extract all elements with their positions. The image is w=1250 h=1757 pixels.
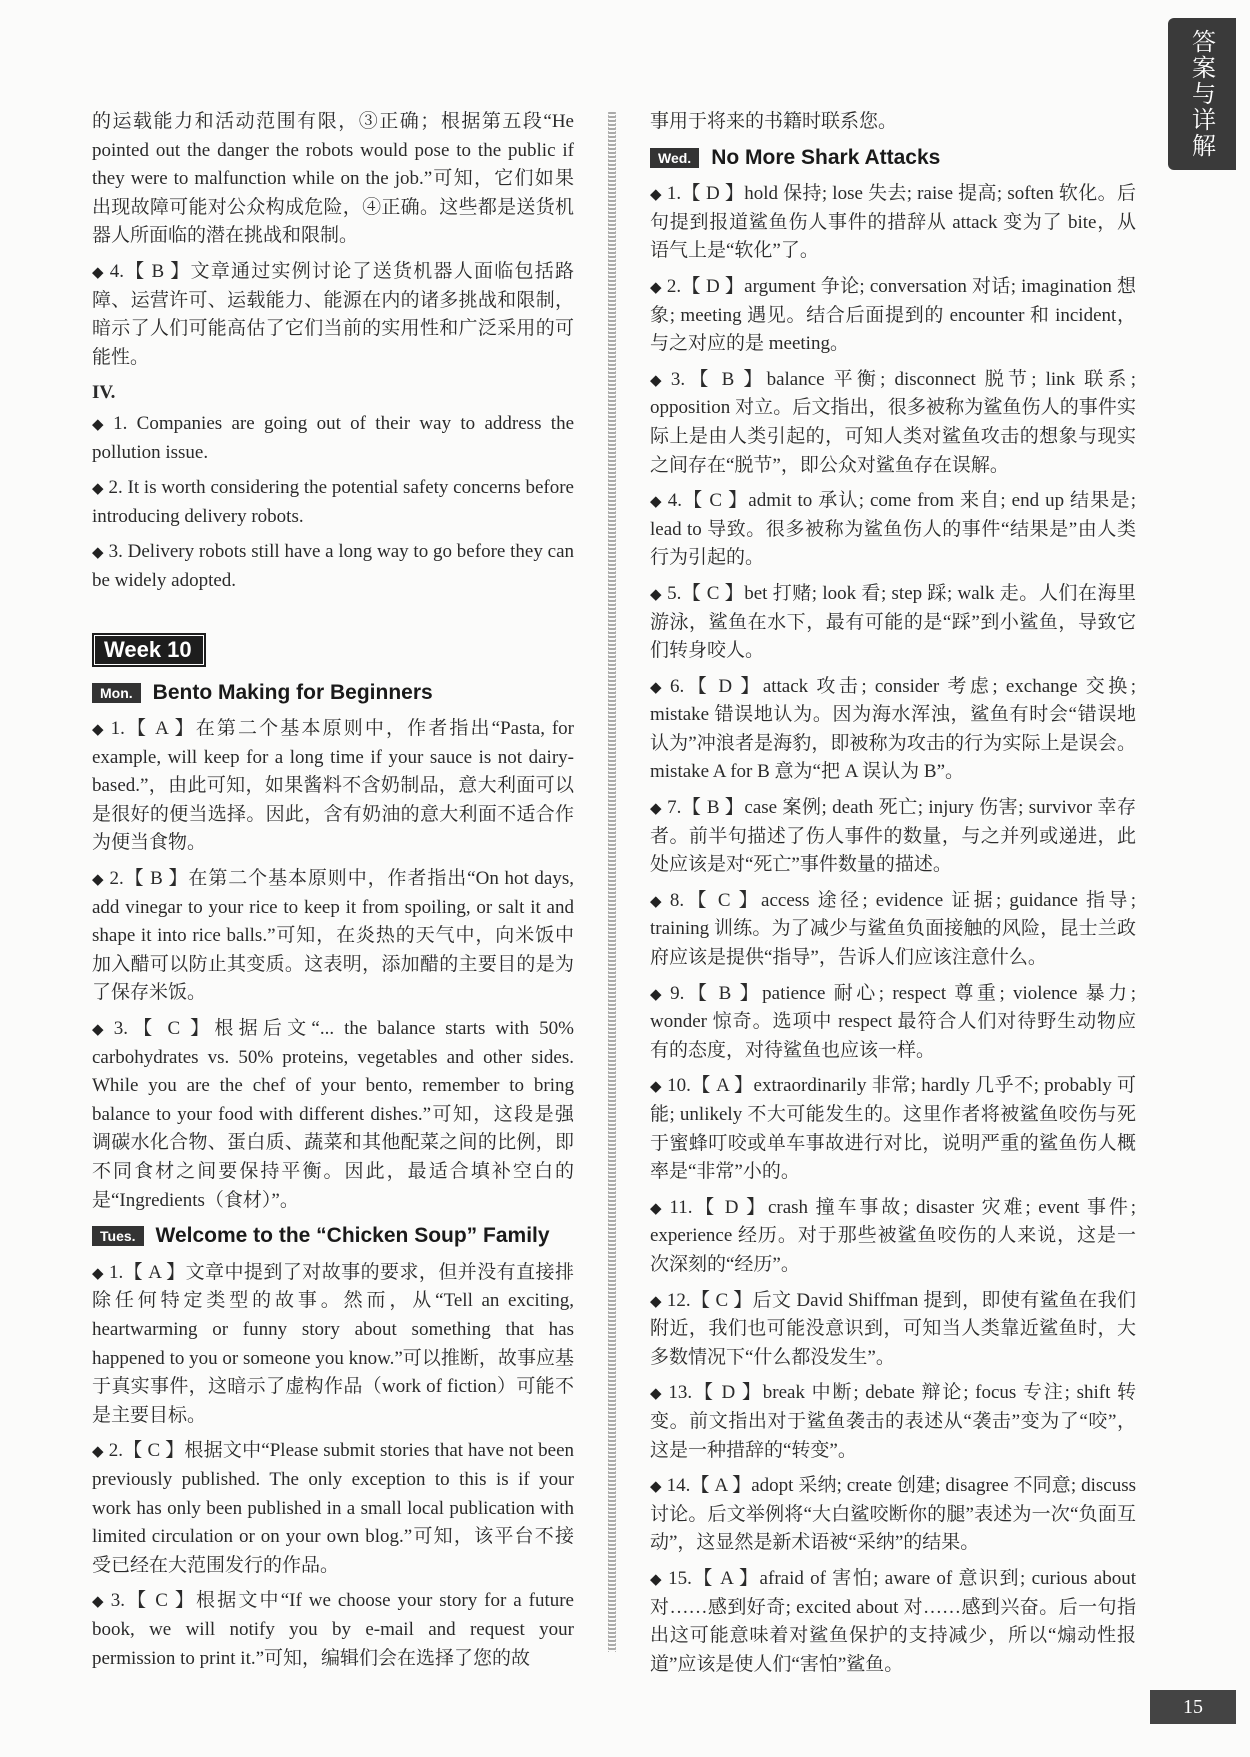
answer-text: 3.【 B 】balance 平衡; disconnect 脱节; link 联系; opposition 对立。后文指出，很多被称为鲨鱼伤人的事件实际上是由人类引起的，可知人类对鲨鱼攻击的想象与现实之间存在“脱节”，即公众对鲨鱼存在误解。: [650, 368, 1136, 476]
answer-text: 2.【 B 】在第二个基本原则中，作者指出“On hot days, add vinegar to your rice to keep it from spoiling, or salt it and shape it into rice balls.”可知，在炎热的天气中，向米饭中加入醋可以防止其变质。这表明，添加醋的主要目的是为了保存米饭。: [92, 868, 574, 1004]
day-header: [92, 679, 574, 708]
answer-item: [92, 715, 574, 858]
answer-text: 3. Delivery robots still have a long way to go before they can be widely adopted.: [92, 541, 574, 591]
answer-text: 2.【 C 】根据文中“Please submit stories that have not been previously published. The only exception to this is if your work has only been published in a small local publication with limited circulation or on your own blog.”可知，该平台不接受已经在大范围发行的作品。: [92, 1440, 575, 1576]
bullet-diamond-icon: ◆: [92, 1263, 104, 1282]
page-number: 15: [1150, 1690, 1236, 1724]
answer-text: 14.【 A 】adopt 采纳; create 创建; disagree 不同意; discuss 讨论。后文举例将“大白鲨咬断你的腿”表述为一次“负面互动”，这显然是新术语被“采纳”的结果。: [650, 1475, 1136, 1554]
answer-item: [650, 980, 1136, 1066]
answer-text: 15.【 A 】afraid of 害怕; aware of 意识到; curious about 对……感到好奇; excited about 对……感到兴奋。后一句指出这可能意味着对鲨鱼保护的支持减少，所以“煽动性报道”应该是使人们“害怕”鲨鱼。: [650, 1567, 1136, 1675]
answer-item: [650, 1072, 1136, 1186]
answer-item: [650, 1194, 1136, 1280]
bullet-diamond-icon: ◆: [92, 543, 104, 562]
answer-item: [650, 487, 1136, 573]
answer-item: [650, 794, 1136, 880]
bullet-diamond-icon: ◆: [92, 414, 109, 433]
answer-item: [650, 1379, 1136, 1465]
answer-item: [650, 673, 1136, 787]
answer-text: 1.【 A 】文章中提到了对故事的要求，但并没有直接排除任何特定类型的故事。然而，从“Tell an exciting, heartwarming or funny story about something that has happened to you or someone you know.”可以推断，故事应基于真实事件，这暗示了虚构作品（work of fiction）可能不是主要目标。: [92, 1261, 574, 1426]
section-tab: 答案与详解: [1168, 18, 1236, 170]
answer-item: [650, 1287, 1136, 1373]
answer-item: [92, 1587, 574, 1673]
answer-text: 8.【 C 】access 途径; evidence 证据; guidance 指导; training 训练。为了减少与鲨鱼负面接触的风险，昆士兰政府应该是提供“指导”，告诉人们应该注意什么。: [650, 889, 1136, 969]
bullet-diamond-icon: ◆: [92, 720, 106, 739]
bullet-diamond-icon: ◆: [92, 1020, 109, 1039]
answer-text: 3.【 C 】根据后文“... the balance starts with 50% carbohydrates vs. 50% proteins, vegetables and other sides. While you are the chef of your bento, remember to bring balance to your food with different dishes.”可知，这段是强调碳水化合物、蛋白质、蔬菜和其他配菜之间的比例，即不同食材之间要保持平衡。因此，最适合填补空白的是“Ingredients（食材）”。: [92, 1018, 574, 1211]
day-header: [650, 144, 1136, 173]
week-header: [92, 603, 574, 675]
day-tag: Mon.: [92, 683, 141, 703]
answer-text: 7.【 B 】case 案例; death 死亡; injury 伤害; survivor 幸存者。前半句描述了伤人事件的数量，与之并列或递进，此处应该是对“死亡”事件数量的描述。: [650, 797, 1136, 876]
day-tag: Tues.: [92, 1226, 144, 1246]
day-header: [92, 1222, 574, 1251]
answer-item: [650, 273, 1136, 359]
bullet-diamond-icon: ◆: [650, 891, 665, 910]
paragraph: 事用于将来的书籍时联系您。: [650, 111, 898, 132]
left-column: [92, 108, 574, 1680]
day-tag: Wed.: [650, 148, 699, 168]
answer-text: 1.【 A 】在第二个基本原则中，作者指出“Pasta, for example, will keep for a long time if your sauce is not dairy-based.”，由此可知，如果酱料不含奶制品，意大利面可以是很好的便当选择。因此，含有奶油的意大利面不适合作为便当食物。: [92, 718, 574, 854]
bullet-diamond-icon: ◆: [92, 870, 105, 889]
answer-text: 4.【 C 】admit to 承认; come from 来自; end up 结果是; lead to 导致。很多被称为鲨鱼伤人的事件“结果是”由人类行为引起的。: [650, 490, 1136, 569]
bullet-diamond-icon: ◆: [650, 370, 666, 389]
week-badge: Week 10: [92, 633, 206, 667]
answer-text: 1.【 D 】hold 保持; lose 失去; raise 提高; soften 软化。后句提到报道鲨鱼伤人事件的措辞从 attack 变为了 bite，从语气上是“软化”了。: [650, 183, 1136, 262]
article-title: No More Shark Attacks: [711, 145, 941, 169]
answer-item: [650, 1472, 1136, 1558]
article-title: Welcome to the “Chicken Soup” Family: [155, 1224, 550, 1248]
answer-text: 11.【 D 】crash 撞车事故; disaster 灾难; event 事件; experience 经历。对于那些被鲨鱼咬伤的人来说，这是一次深刻的“经历”。: [650, 1196, 1136, 1275]
bullet-diamond-icon: ◆: [650, 492, 663, 511]
bullet-diamond-icon: ◆: [92, 1592, 106, 1611]
answer-text: 5.【 C 】bet 打赌; look 看; step 踩; walk 走。人们在海里游泳，鲨鱼在水下，最有可能的是“踩”到小鲨鱼，导致它们转身咬人。: [650, 582, 1136, 662]
answer-item: [92, 1259, 574, 1431]
answer-text: 1. Companies are going out of their way to address the pollution issue.: [92, 412, 574, 463]
answer-text: 13.【 D 】break 中断; debate 辩论; focus 专注; shift 转变。前文指出对于鲨鱼袭击的表述从“袭击”变为了“咬”，这是一种措辞的“转变”。: [650, 1382, 1136, 1461]
answer-text: 9.【 B 】patience 耐心; respect 尊重; violence 暴力; wonder 惊奇。选项中 respect 最符合人们对待野生动物应有的态度，对待鲨鱼也应该一样。: [650, 982, 1136, 1061]
answer-item: [92, 1015, 574, 1215]
bullet-diamond-icon: ◆: [650, 1077, 663, 1096]
answer-item: [650, 366, 1136, 480]
right-column: [650, 108, 1136, 1686]
bullet-diamond-icon: ◆: [650, 1198, 665, 1217]
bullet-diamond-icon: ◆: [650, 1477, 662, 1496]
answer-text: 2.【 D 】argument 争论; conversation 对话; imagination 想象; meeting 遇见。结合后面提到的 encounter 和 incident，与之对应的是 meeting。: [650, 275, 1136, 355]
answer-item: [92, 865, 574, 1008]
bullet-diamond-icon: ◆: [650, 277, 662, 296]
answer-item: [92, 538, 574, 595]
article-title: Bento Making for Beginners: [152, 680, 433, 704]
answer-text: 6.【 D 】attack 攻击; consider 考虑; exchange 交换; mistake 错误地认为。因为海水浑浊，鲨鱼有时会“错误地认为”冲浪者是海豹，即被称为攻击的行为实际上是误会。mistake A for B 意为“把 A 误认为 B”。: [650, 675, 1136, 783]
answer-text: 12.【 C 】后文 David Shiffman 提到，即使有鲨鱼在我们附近，我们也可能没意识到，可知当人类靠近鲨鱼时，大多数情况下“什么都没发生”。: [650, 1289, 1136, 1368]
bullet-diamond-icon: ◆: [650, 185, 662, 204]
answer-item: [92, 258, 574, 372]
bullet-diamond-icon: ◆: [92, 1442, 104, 1461]
answer-item: [92, 1437, 574, 1580]
bullet-diamond-icon: ◆: [650, 677, 666, 696]
column-divider: [608, 112, 616, 1652]
section-heading: IV.: [92, 382, 116, 404]
bullet-diamond-icon: ◆: [92, 479, 104, 498]
bullet-diamond-icon: ◆: [650, 1291, 662, 1310]
bullet-diamond-icon: ◆: [650, 1569, 664, 1588]
answer-text: 10.【 A 】extraordinarily 非常; hardly 几乎不; probably 可能; unlikely 不大可能发生的。这里作者将被鲨鱼咬伤与死于蜜蜂叮咬或单车事故进行对比，说明严重的鲨鱼伤人概率是“非常”小的。: [650, 1075, 1136, 1183]
answer-item: [92, 474, 574, 531]
bullet-diamond-icon: ◆: [92, 262, 105, 281]
answer-item: [650, 1565, 1136, 1679]
answer-item: [650, 580, 1136, 666]
bullet-diamond-icon: ◆: [650, 584, 663, 603]
answer-text: 3.【 C 】根据文中“If we choose your story for a future book, we will notify you by e-mail and request your permission to print it.”可知，编辑们会在选择了您的故: [92, 1590, 574, 1669]
bullet-diamond-icon: ◆: [650, 1384, 664, 1403]
answer-text: 2. It is worth considering the potential safety concerns before introducing delivery robots.: [92, 477, 574, 527]
answer-text: 4.【 B 】文章通过实例讨论了送货机器人面临包括路障、运营许可、运载能力、能源在内的诸多挑战和限制，暗示了人们可能高估了它们当前的实用性和广泛采用的可能性。: [92, 260, 574, 368]
answer-item: [650, 180, 1136, 266]
paragraph: 的运载能力和活动范围有限，③正确；根据第五段“He pointed out the danger the robots would pose to the public if they were to malfunction while on the job.”可知，它们如果出现故障可能对公众构成危险，④正确。这些都是送货机器人所面临的潜在挑战和限制。: [92, 111, 574, 247]
bullet-diamond-icon: ◆: [650, 984, 666, 1003]
answer-item: [650, 887, 1136, 973]
answer-item: [92, 410, 574, 467]
bullet-diamond-icon: ◆: [650, 799, 663, 818]
